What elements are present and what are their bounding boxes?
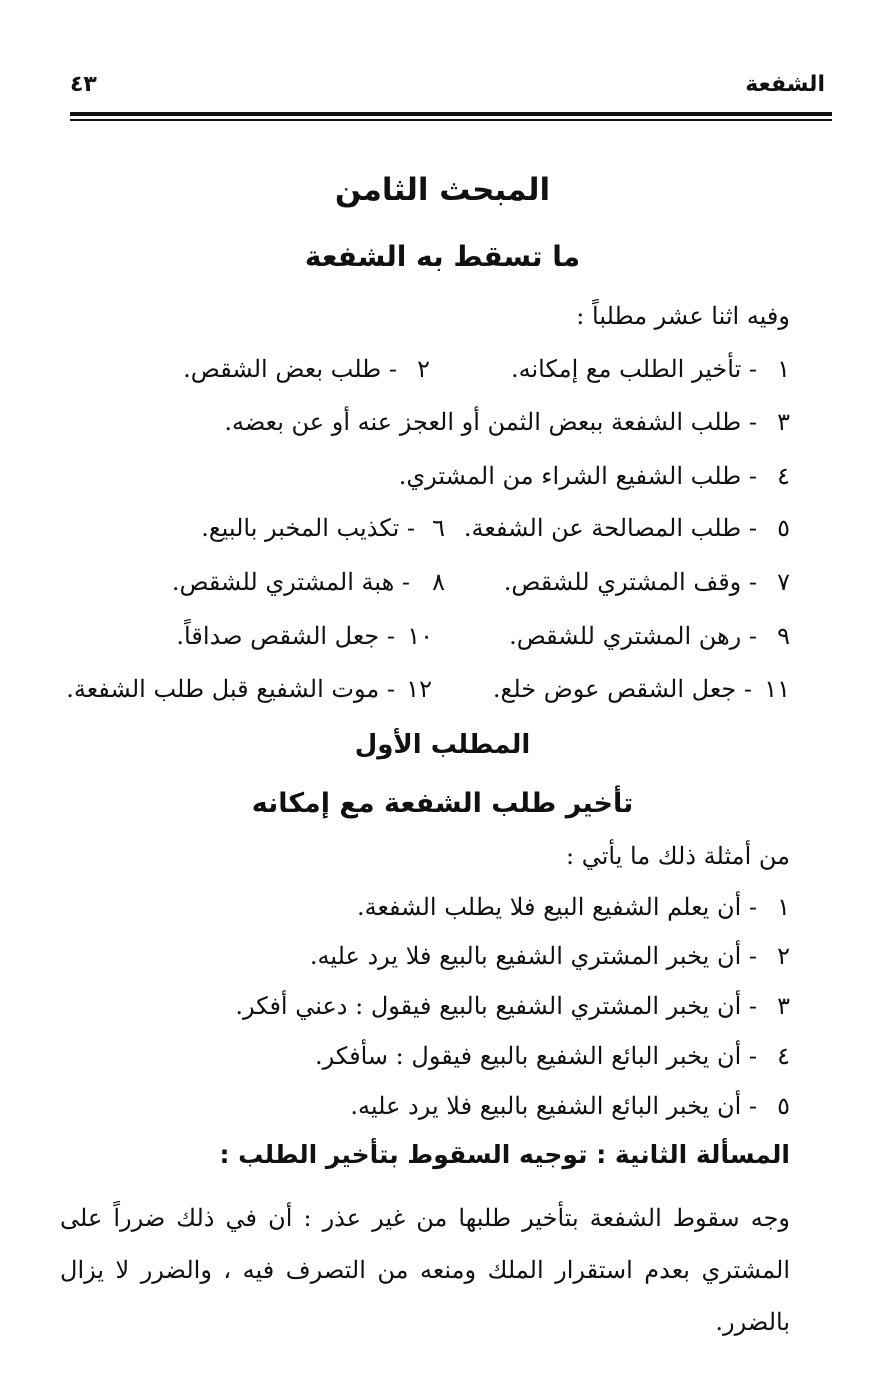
item-number: ١٠ bbox=[407, 622, 433, 650]
example-number: ٥ bbox=[777, 1092, 790, 1120]
item-number: ٦ bbox=[432, 514, 445, 542]
section-subtitle: ما تسقط به الشفعة bbox=[304, 240, 581, 273]
running-header-chapter: الشفعة bbox=[745, 72, 825, 97]
item-text: - طلب الشفيع الشراء من المشتري. bbox=[398, 462, 757, 490]
header-rule-thin bbox=[70, 119, 832, 121]
item-number: ٥ bbox=[777, 514, 790, 542]
item-number: ٩ bbox=[777, 622, 790, 650]
item-text: - جعل الشقص عوض خلع. bbox=[492, 675, 752, 703]
example-text: - أن يخبر البائع الشفيع بالبيع فلا يرد عليه. bbox=[350, 1092, 757, 1120]
item-text: - طلب بعض الشقص. bbox=[183, 355, 397, 383]
item-text: - طلب المصالحة عن الشفعة. bbox=[463, 514, 757, 542]
example-number: ٢ bbox=[777, 942, 790, 970]
issue-heading: المسألة الثانية : توجيه السقوط بتأخير الطلب : bbox=[219, 1140, 790, 1169]
item-text: - موت الشفيع قبل طلب الشفعة. bbox=[66, 675, 395, 703]
item-number: ١ bbox=[777, 355, 790, 383]
section-title: المبحث الثامن bbox=[334, 172, 551, 208]
item-text: - تأخير الطلب مع إمكانه. bbox=[510, 355, 757, 383]
issue-body: وجه سقوط الشفعة بتأخير طلبها من غير عذر : أن في ذلك ضرراً على المشتري بعدم استقرار الملك ومنعه من التصرف فيه ، والضرر لا يزال بالضرر. bbox=[60, 1204, 791, 1336]
item-number: ٧ bbox=[777, 568, 790, 596]
intro-text: وفيه اثنا عشر مطلباً : bbox=[576, 302, 790, 330]
item-text: - رهن المشتري للشقص. bbox=[509, 622, 757, 650]
item-number: ٤ bbox=[777, 462, 790, 490]
item-number: ١٢ bbox=[406, 675, 432, 703]
examples-intro: من أمثلة ذلك ما يأتي : bbox=[565, 842, 790, 870]
example-number: ١ bbox=[777, 893, 790, 921]
example-text: - أن يخبر المشتري الشفيع بالبيع فلا يرد عليه. bbox=[309, 942, 757, 970]
item-number: ١١ bbox=[764, 675, 790, 703]
item-text: - هبة المشتري للشقص. bbox=[171, 568, 410, 596]
item-text: - جعل الشقص صداقاً. bbox=[176, 622, 395, 650]
example-text: - أن يخبر المشتري الشفيع بالبيع فيقول : دعني أفكر. bbox=[235, 992, 757, 1020]
subsection-subtitle: تأخير طلب الشفعة مع إمكانه bbox=[251, 788, 634, 819]
item-number: ٨ bbox=[432, 568, 445, 596]
page-number: ٤٣ bbox=[70, 72, 97, 97]
item-text: - وقف المشتري للشقص. bbox=[503, 568, 757, 596]
example-number: ٤ bbox=[777, 1042, 790, 1070]
item-text: - طلب الشفعة ببعض الثمن أو العجز عنه أو عن بعضه. bbox=[224, 408, 757, 436]
header-rule-thick bbox=[70, 112, 832, 116]
item-text: - تكذيب المخبر بالبيع. bbox=[201, 514, 415, 542]
subsection-title: المطلب الأول bbox=[354, 730, 531, 760]
example-text: - أن يخبر البائع الشفيع بالبيع فيقول : سأفكر. bbox=[315, 1042, 757, 1070]
item-number: ٣ bbox=[777, 408, 790, 436]
example-text: - أن يعلم الشفيع البيع فلا يطلب الشفعة. bbox=[356, 893, 757, 921]
example-number: ٣ bbox=[777, 992, 790, 1020]
item-number: ٢ bbox=[417, 355, 430, 383]
